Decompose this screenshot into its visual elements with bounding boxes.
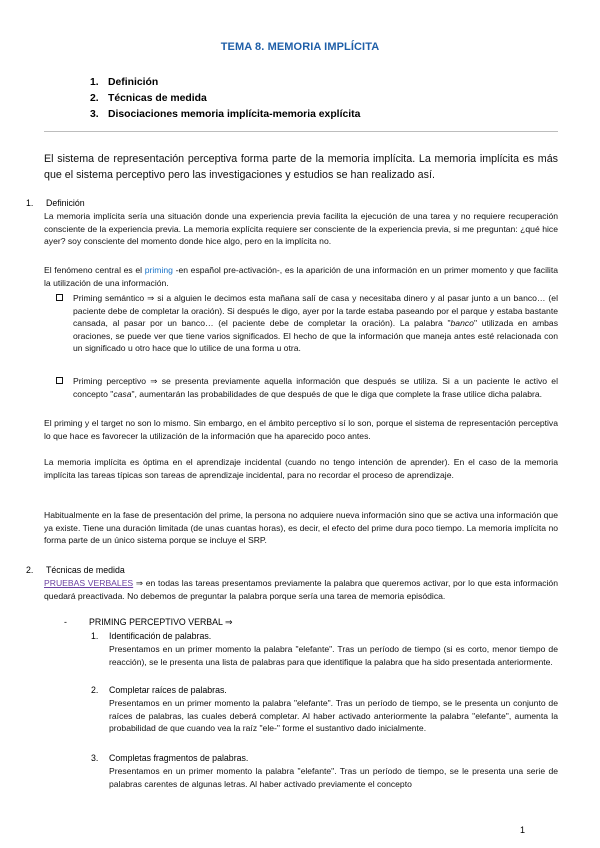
section-number: 1. [26, 198, 34, 208]
priming-target-paragraph: El priming y el target no son lo mismo. Sin embargo, en el ámbito perceptivo sí lo son, porque el sistema de representación perceptiva lo que hace es favorecer la utilización de la información que ha aparecido poco antes. [44, 418, 558, 441]
table-of-contents [90, 75, 360, 123]
verbal-tests-paragraph [44, 577, 558, 602]
section-title: Técnicas de medida [46, 565, 125, 575]
checkbox-bullet-icon [56, 294, 63, 301]
section-2-heading [26, 564, 125, 576]
priming-term: priming [144, 265, 173, 275]
priming-paragraph [44, 264, 558, 289]
section-number: 2. [26, 565, 34, 575]
item-number: 3. [91, 753, 99, 763]
italic-term: casa [113, 388, 132, 399]
prime-duration-paragraph: Habitualmente en la fase de presentación del prime, la persona no adquiere nueva información sino que se activa una información que ya existe. Tiene una duración limitada (de unas cuantas horas), es decir, el efecto del prime dura poco tiempo. La memoria implícita no forma parte de un único sistema porque se incluye el SRP. [44, 510, 558, 545]
item-number: 1. [91, 631, 99, 641]
page-number: 1 [520, 825, 526, 835]
section-1-heading [26, 197, 85, 209]
checkbox-bullet-icon [56, 377, 63, 384]
item-title: Completar raíces de palabras. [109, 685, 227, 695]
intro-paragraph: El sistema de representación perceptiva forma parte de la memoria implícita. La memoria implícita es más que el sistema perceptivo pero las investigaciones y estudios se han realizado así. [44, 153, 558, 181]
item-number: 2. [91, 685, 99, 695]
incidental-learning-paragraph: La memoria implícita es óptima en el aprendizaje incidental (cuando no tengo intención de aprender). En el caso de la memoria implícita las tareas típicas son tareas de aprendizaje incidental, para no recordar el proceso de aprendizaje. [44, 457, 558, 480]
item-text: Presentamos en un primer momento la palabra "elefante". Tras un período de tiempo, se le presenta una serie de palabras carentes de algunas letras. Al haber activado previamente el concepto [109, 766, 558, 789]
page-title: TEMA 8. MEMORIA IMPLÍCITA [220, 41, 380, 53]
toc-number: 2. [90, 93, 99, 104]
toc-item [90, 91, 360, 107]
toc-number: 3. [90, 109, 99, 120]
toc-label: Disociaciones memoria implícita-memoria explícita [108, 109, 361, 120]
item-text: Presentamos en un primer momento la palabra "elefante". Tras un período de tiempo, se le presenta un conjunto de raíces de palabras, las cuales deberá completar. Al haber activado anteriormente la palabra "elefante", aumenta la probabilidad de que cuando vea la raíz "ele-" forme el sustantivo dado inicialmente. [109, 698, 558, 733]
text: El fenómeno central es el [44, 265, 145, 275]
bullet-text [73, 375, 558, 400]
italic-term: banco [450, 318, 474, 328]
text: -en español pre-activación-, es la aparición de una información en un primer momento y que facilita la utilización de una información. [44, 265, 558, 288]
dash-bullet: - [64, 617, 67, 627]
divider [44, 131, 558, 132]
toc-number: 1. [90, 77, 99, 88]
text: Priming semántico ⇒ si a alguien le decimos esta mañana salí de casa y necesitaba dinero y al pasar junto a un banco… (el paciente debe de completar la oración). Si después le digo, ayer por la tarde estaba paseando por el parque y estaba bastante cansada, al pasar por un banco… (el paciente debe de completar la oración). La palabra " [73, 293, 558, 328]
item-text: Presentamos en un primer momento la palabra "elefante". Tras un período de tiempo (si es corto, menor tiempo de reacción), se le presenta una lista de palabras para que identifique la palabra que ha sido presentada anteriormente. [109, 644, 558, 667]
sub-heading: PRIMING PERCEPTIVO VERBAL ⇒ [89, 617, 233, 627]
text: " utilizada en ambas oraciones, se puede ver que tiene varios significados. El hecho de que la información que maneja antes esté relacionada con un significado u otro hace que lo utilice de una forma u otra. [73, 318, 558, 353]
toc-label: Técnicas de medida [108, 93, 207, 104]
item-title: Completas fragmentos de palabras. [109, 753, 249, 763]
text: ⇒ en todas las tareas presentamos previamente la palabra que queremos activar, por lo que esta información quedará preactivada. No debemos de preguntar la palabra porque sería una tarea de memoria episódica. [44, 578, 558, 601]
toc-item [90, 107, 360, 123]
section-title: Definición [46, 198, 85, 208]
toc-item [90, 75, 360, 91]
text: ", aumentarán las probabilidades de que después de que le diga que complete la frase utilice dicha palabra. [131, 388, 543, 399]
verbal-tests-link[interactable]: PRUEBAS VERBALES [44, 578, 134, 588]
text: Priming perceptivo ⇒ se presenta previamente aquella información que después se utiliza. Si a un paciente le activo el concepto " [73, 376, 558, 399]
definition-paragraph: La memoria implícita sería una situación donde una experiencia previa facilita la ejecución de una tarea y no requiere recuperación consciente de la experiencia previa. La memoria explícita requiere ser consciente de la experiencia previa, si me preguntan: ¿qué hice ayer? soy consciente del momento donde hice algo, pero en la implícita no. [44, 211, 558, 246]
toc-label: Definición [108, 77, 159, 88]
item-title: Identificación de palabras. [109, 631, 212, 641]
bullet-text [73, 292, 558, 355]
